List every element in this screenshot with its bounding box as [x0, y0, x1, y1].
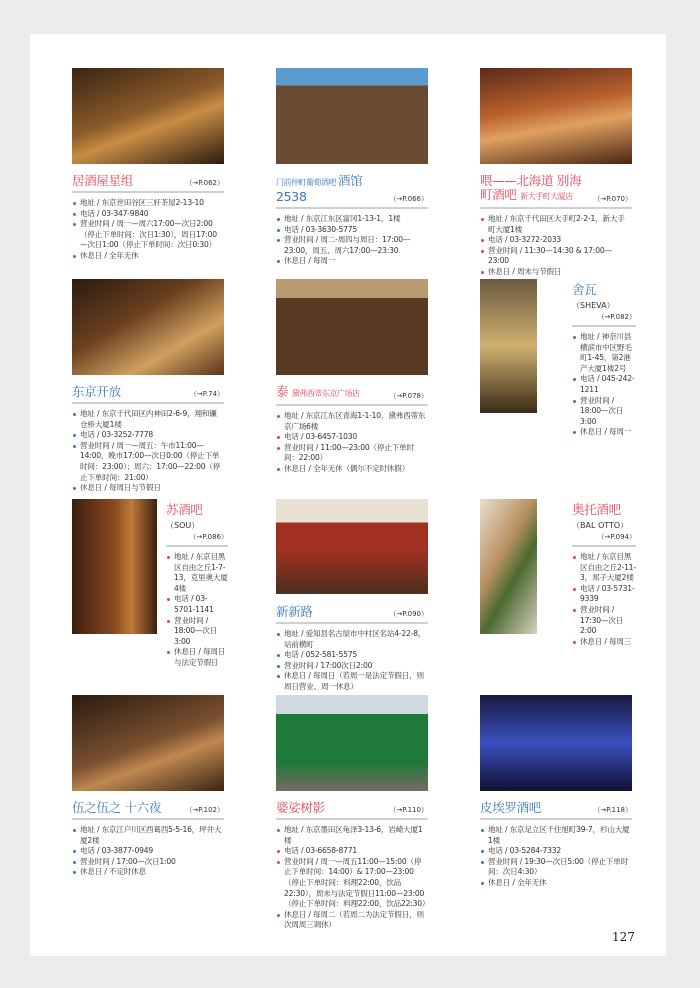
venue-title-row: [572, 499, 636, 547]
venue-detail-item: 休息日 / 不定时休息: [72, 867, 224, 878]
venue-title: [72, 174, 133, 188]
venue-title-part: 黛弗西蒂东京广场店: [291, 389, 360, 398]
venue-detail-item: 休息日 / 全年无休: [480, 878, 632, 889]
venue-detail-item: 电话 / 03-5284-7332: [480, 846, 632, 857]
venue-detail-item: 地址 / 东京墨田区龟泽3-13-6，岩崎大厦1楼: [276, 825, 428, 846]
venue-photo: [276, 279, 428, 375]
venue-detail-item: 电话 / 03-3272-2033: [480, 235, 632, 246]
venue-title: [572, 502, 621, 517]
page-reference: （→P.094）: [597, 533, 636, 541]
venue-title: [480, 174, 591, 204]
venue-photo: [72, 499, 157, 634]
venue-title-row: [276, 174, 428, 209]
page-reference: （→P.118）: [593, 806, 632, 814]
venue-title-part: 居酒屋星组: [72, 173, 134, 188]
venue-details-list: [572, 552, 636, 647]
venue-title-row: [72, 801, 224, 820]
venue-detail-item: 地址 / 神奈川县横滨市中区野毛町1-45，第2港产大厦1楼2号: [572, 332, 636, 374]
venue-title-part: 门前仲町葡萄酒吧: [276, 178, 339, 187]
venue-detail-item: 休息日 / 每周日（若周一是法定节假日，则周日营业、周一休息）: [276, 671, 428, 692]
page-reference: （→P.082）: [597, 313, 636, 321]
venue-photo: [72, 695, 224, 791]
venue-detail-item: 地址 / 东京千代田区内神田2-6-9，翔和镰仓桥大厦1楼: [72, 409, 224, 430]
venue-detail-item: 营业时间 / 18:00—次日3:00: [572, 396, 636, 428]
venue-detail-item: 营业时间 / 周一—周六17:00—次日2:00（停止下单时间：次日1:30），周日17:00—次日1:00（停止下单时间：次日0:30）: [72, 219, 224, 251]
page-reference: （→P.066）: [389, 195, 428, 203]
venue-detail-item: 营业时间 / 17:00—次日1:00: [72, 857, 224, 868]
venue-detail-item: 电话 / 03-6457-1030: [276, 432, 428, 443]
venue-photo: [480, 695, 632, 791]
venue-title-part: 新新路: [276, 604, 313, 619]
venue-details-list: [480, 825, 632, 889]
venue-detail-item: 营业时间 / 17:30—次日2:00: [572, 605, 636, 637]
venue-subtitle: （SHEVA）: [572, 301, 615, 310]
venue-photo: [276, 68, 428, 164]
venue-detail-item: 营业时间 / 11:00—23:00（停止下单时间：22:00）: [276, 443, 428, 464]
venue-detail-item: 地址 / 东京目黑区自由之丘1-7-13，克里奥大厦4楼: [166, 552, 228, 594]
venue-photo: [276, 695, 428, 791]
venue-title-part: 喂——北海道 别海町酒吧: [480, 173, 582, 202]
venue-title: [480, 801, 541, 815]
venue-title-row: [72, 385, 224, 404]
venue-title: [276, 385, 359, 401]
venue-detail-item: 休息日 / 周末与节假日: [480, 267, 632, 278]
venue-detail-item: 地址 / 东京江东区青海1-1-10，黛弗西蒂东京广场6楼: [276, 411, 428, 432]
page-reference: （→P.74）: [189, 390, 224, 398]
venue-title-part: 舍瓦: [572, 282, 597, 297]
venue-detail-item: 休息日 / 全年无休（偶尔不定时休假）: [276, 464, 428, 475]
venue-info: [572, 279, 636, 438]
venue-info: [276, 801, 428, 931]
venue-title-part: 伍之伍之 十六夜: [72, 800, 162, 815]
venue-title-part: 酒馆2538: [276, 173, 363, 204]
venue-detail-item: 休息日 / 每周日与节假日: [72, 483, 224, 494]
venue-info: [166, 499, 228, 669]
page-reference: （→P.102）: [185, 806, 224, 814]
venue-photo: [480, 68, 632, 164]
venue-details-list: [72, 825, 224, 878]
venue-title: [72, 801, 161, 815]
venue-info: [572, 499, 636, 647]
venue-title: [72, 385, 121, 399]
page-reference: （→P.086）: [189, 533, 228, 541]
venue-detail-item: 地址 / 东京足立区千住旭町39-7，杉山大厦1楼: [480, 825, 632, 846]
venue-detail-item: 电话 / 045-242-1211: [572, 374, 636, 395]
venue-detail-item: 营业时间 / 18:00—次日3:00: [166, 616, 228, 648]
venue-details-list: [72, 409, 224, 494]
venue-detail-item: 地址 / 东京目黑区自由之丘2-11-3，邦子大厦2楼: [572, 552, 636, 584]
venue-detail-item: 休息日 / 每周二（若周二为法定节假日，则次周周三调休）: [276, 910, 428, 931]
venue-info: [72, 174, 224, 262]
venue-details-list: [276, 825, 428, 931]
venue-info: [276, 174, 428, 267]
venue-title: [166, 502, 203, 517]
venue-title-row: [572, 279, 636, 327]
venue-detail-item: 营业时间 / 周二-周四与周日：17:00—23:00，周五、周六17:00—23:30: [276, 235, 428, 256]
venue-detail-item: 营业时间 / 周一—周五：午市11:00—14:00，晚市17:00—次日0:00（停止下单时间：23:00）；周六：17:00—22:00（停止下单时间：21:00）: [72, 441, 224, 483]
venue-detail-item: 休息日 / 全年无休: [72, 251, 224, 262]
venue-detail-item: 地址 / 爱知县名古屋市中村区名站4-22-8，站前横町: [276, 629, 428, 650]
venue-photo: [480, 279, 537, 413]
venue-detail-item: 地址 / 东京千代田区大手町2-2-1，新大手町大厦1楼: [480, 214, 632, 235]
page-reference: （→P.062）: [185, 179, 224, 187]
venue-title: [276, 605, 313, 619]
page-reference: （→P.078）: [389, 392, 428, 400]
venue-title-row: [480, 174, 632, 209]
venue-subtitle: （BAL OTTO）: [572, 521, 629, 530]
venue-detail-item: 休息日 / 每周三: [572, 637, 636, 648]
venue-detail-item: 地址 / 东京世田谷区三轩茶屋2-13-10: [72, 198, 224, 209]
venue-title-part: 奥托酒吧: [572, 502, 621, 517]
venue-title-part: 皮埃罗酒吧: [480, 800, 542, 815]
venue-title-part: 泰: [276, 384, 292, 399]
venue-info: [480, 174, 632, 278]
venue-detail-item: 电话 / 03-3877-0949: [72, 846, 224, 857]
venue-detail-item: 电话 / 03-5731-9339: [572, 584, 636, 605]
venue-title-row: [276, 605, 428, 624]
venue-detail-item: 营业时间 / 11:30—14:30 & 17:00—23:00: [480, 246, 632, 267]
venue-title: [276, 174, 387, 204]
venue-title-part: 苏酒吧: [166, 502, 203, 517]
venue-detail-item: 电话 / 03-5701-1141: [166, 594, 228, 615]
venue-info: [276, 605, 428, 693]
page-reference: （→P.070）: [593, 195, 632, 203]
page-number: 127: [612, 930, 635, 944]
venue-title-part: 新大手町大厦店: [520, 192, 573, 201]
venue-title-part: 东京开放: [72, 384, 121, 399]
venue-title: [276, 801, 325, 815]
venue-photo: [480, 499, 537, 634]
venue-detail-item: 电话 / 03-3630-5775: [276, 225, 428, 236]
venue-title-row: [166, 499, 228, 547]
venue-title-row: [276, 385, 428, 406]
venue-title: [572, 282, 596, 297]
venue-title-row: [276, 801, 428, 820]
venue-info: [72, 801, 224, 878]
venue-detail-item: 休息日 / 每周日与法定节假日: [166, 647, 228, 668]
venue-photo: [276, 499, 428, 594]
venue-detail-item: 休息日 / 每周一: [572, 427, 636, 438]
venue-details-list: [276, 411, 428, 475]
venue-subtitle: （SOU）: [166, 521, 200, 530]
venue-details-list: [276, 214, 428, 267]
venue-detail-item: 电话 / 052-581-5575: [276, 650, 428, 661]
venue-info: [276, 385, 428, 475]
venue-details-list: [166, 552, 228, 669]
venue-detail-item: 营业时间 / 17:00次日2:00: [276, 661, 428, 672]
venue-detail-item: 营业时间 / 19:30—次日5:00（停止下单时间：次日4:30）: [480, 857, 632, 878]
venue-detail-item: 地址 / 东京江东区富冈1-13-1，1楼: [276, 214, 428, 225]
venue-details-list: [480, 214, 632, 278]
venue-details-list: [572, 332, 636, 438]
venue-info: [480, 801, 632, 889]
venue-detail-item: 营业时间 / 周一—周五11:00—15:00（停止下单时间：14:00）& 17:00—23:00（停止下单时间：料理22:00，饮品22:30），周末与法定节假日11:00—23:00（停止下单时间：料理22:00，饮品22:30）: [276, 857, 428, 910]
page-reference: （→P.090）: [389, 610, 428, 618]
venue-title-row: [72, 174, 224, 193]
venue-details-list: [276, 629, 428, 693]
venue-details-list: [72, 198, 224, 262]
venue-photo: [72, 68, 224, 164]
venue-title-part: 婆娑树影: [276, 800, 325, 815]
venue-detail-item: 电话 / 03-6658-8771: [276, 846, 428, 857]
venue-detail-item: 电话 / 03-3252-7778: [72, 430, 224, 441]
venue-title-row: [480, 801, 632, 820]
venue-photo: [72, 279, 224, 375]
venue-detail-item: 休息日 / 每周一: [276, 256, 428, 267]
venue-detail-item: 地址 / 东京江户川区西葛西5-5-16，坪井大厦2楼: [72, 825, 224, 846]
venue-info: [72, 385, 224, 494]
venue-detail-item: 电话 / 03-347-9840: [72, 209, 224, 220]
page-reference: （→P.110）: [389, 806, 428, 814]
